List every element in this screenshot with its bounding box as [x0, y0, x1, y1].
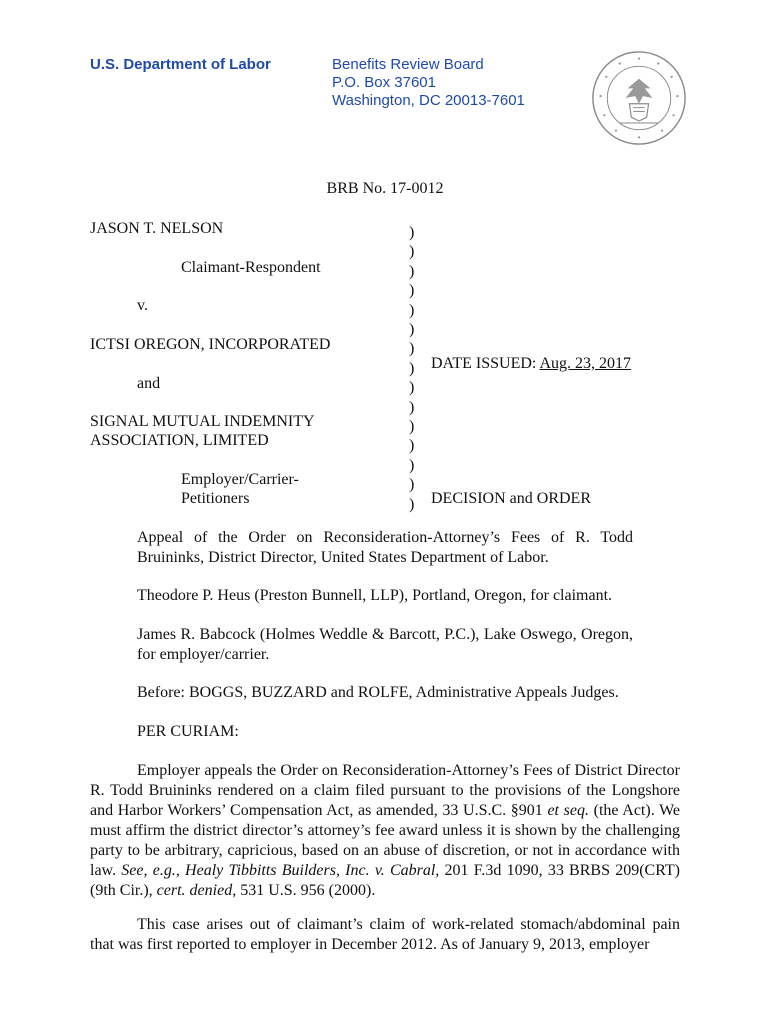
petitioner-role-line1: Employer/Carrier- — [181, 471, 299, 488]
docket-number: BRB No. 17-0012 — [326, 180, 444, 197]
counsel-claimant: Theodore P. Heus (Preston Bunnell, LLP), Portland, Oregon, for claimant. — [137, 587, 613, 604]
opinion-paragraph-2: This case arises out of claimant’s claim of work-related stomach/abdominal pain that was first reported to employer in December 2012. As of January 9, 2013, employer — [90, 916, 680, 953]
carrier-name-line2: ASSOCIATION, LIMITED — [90, 432, 269, 449]
address-line: Washington, DC 20013-7601 — [332, 92, 525, 109]
paren-mark: ) — [409, 495, 415, 513]
address-line: P.O. Box 37601 — [332, 74, 436, 91]
date-value: Aug. 23, 2017 — [539, 355, 632, 372]
appeal-statement: Appeal of the Order on Reconsideration-Attorney’s Fees of R. Todd Bruininks, District Director, United States Department of Labor. — [137, 529, 633, 566]
carrier-name-line1: SIGNAL MUTUAL INDEMNITY — [90, 413, 315, 430]
paren-mark: ) — [409, 321, 415, 339]
paren-mark: ) — [409, 476, 415, 494]
paren-mark: ) — [409, 379, 415, 397]
paren-mark: ) — [409, 437, 415, 455]
p1-et-seq: et seq. — [547, 802, 589, 819]
department-seal-icon — [591, 50, 687, 146]
p1-cert-denied: cert. denied — [156, 882, 233, 899]
caption-separator — [409, 223, 414, 514]
paren-mark: ) — [409, 224, 415, 241]
paren-mark: ) — [409, 282, 415, 300]
paren-mark: ) — [409, 398, 415, 416]
agency-name: U.S. Department of Labor — [90, 56, 271, 73]
address-line: Benefits Review Board — [332, 56, 484, 73]
paren-mark: ) — [409, 418, 415, 436]
paren-mark: ) — [409, 243, 415, 261]
paren-mark: ) — [409, 456, 415, 474]
p1-text-a: Employer appeals the Order on Reconsideration-Attorney’s Fees of District Director R. Todd Bruininks rendered on a claim filed pursuant to the provisions of the Longshore and Harbor Workers’ Compensation Act, as amended, 33 U.S.C. §901 — [90, 762, 680, 819]
decision-title: DECISION and ORDER — [431, 490, 591, 507]
per-curiam-heading: PER CURIAM: — [137, 723, 239, 740]
and-text: and — [137, 375, 161, 392]
paren-mark: ) — [409, 301, 415, 319]
p1-citation: See, e.g., Healy Tibbitts Builders, Inc. v. Cabral, — [121, 862, 440, 879]
p1-text-b: (the Act). We must affirm the district director’s attorney’s fee award unless it is shown by the challenging party to be arbitrary, capricious, based on an abuse of discretion, or not in accordance with law. — [90, 802, 680, 879]
paren-mark: ) — [409, 340, 415, 358]
opinion-paragraph-1 — [90, 761, 680, 901]
p1-text-d: , 531 U.S. 956 (2000). — [232, 882, 376, 899]
versus-text: v. — [137, 297, 148, 314]
claimant-name: JASON T. NELSON — [90, 220, 224, 237]
claimant-role: Claimant-Respondent — [181, 259, 321, 276]
date-issued — [431, 354, 631, 373]
paren-mark: ) — [409, 262, 415, 280]
date-label: DATE ISSUED: — [431, 355, 540, 372]
counsel-employer: James R. Babcock (Holmes Weddle & Barcott, P.C.), Lake Oswego, Oregon, for employer/carrier. — [137, 626, 633, 663]
board-address — [332, 56, 525, 110]
panel-judges: Before: BOGGS, BUZZARD and ROLFE, Administrative Appeals Judges. — [137, 684, 619, 701]
employer-name: ICTSI OREGON, INCORPORATED — [90, 336, 331, 353]
petitioner-role-line2: Petitioners — [181, 490, 250, 507]
paren-mark: ) — [409, 359, 415, 377]
p1-text-c: 201 F.3d 1090, 33 BRBS 209(CRT) (9th Cir.), — [90, 862, 681, 899]
